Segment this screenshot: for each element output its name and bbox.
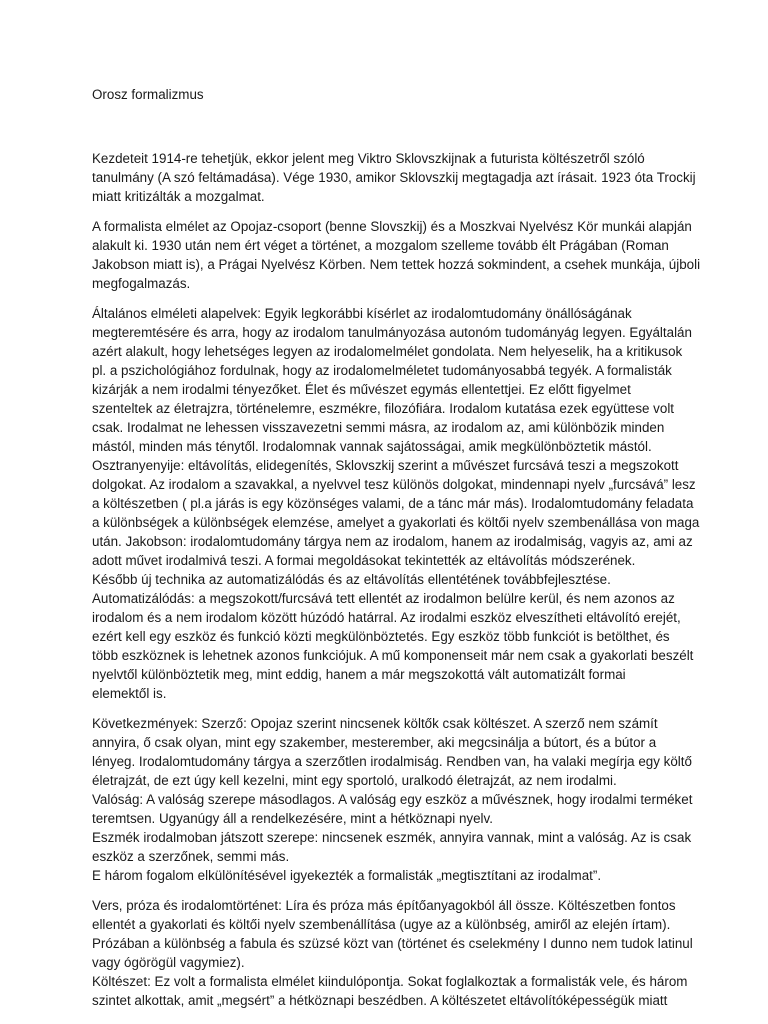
text-line: Vers, próza és irodalomtörténet: Líra és próza más építőanyagokból áll össze. Költészetben fontos xyxy=(92,898,676,913)
text-line: Később új technika az automatizálódás és az eltávolítás ellentétének továbbfejlesztése. xyxy=(92,572,611,587)
text-line: csak. Irodalmat ne lehessen visszavezetni semmi másra, az irodalom az, ami különbözik minden xyxy=(92,420,665,435)
document-page xyxy=(92,84,701,1021)
text-line: Prózában a különbség a fabula és szüzsé közt van (történet és cselekmény I dunno nem tudok latinul xyxy=(92,936,693,951)
text-line: Általános elméleti alapelvek: Egyik legkorábbi kísérlet az irodalomtudomány önállóságának xyxy=(92,306,632,321)
text-line: a különbségek a különbségek elemzése, amelyet a gyakorlati és költői nyelv szembenállása von maga xyxy=(92,515,700,530)
text-line: pl. a pszichológiához fordulnak, hogy az irodalomelméletet tudományosabbá tegyék. A formalisták xyxy=(92,363,672,378)
text-line: E három fogalom elkülönítésével igyekezték a formalisták „megtisztítani az irodalmat”. xyxy=(92,868,602,883)
paragraph xyxy=(92,896,693,1010)
text-line: megfogalmazás. xyxy=(92,276,191,291)
text-line: Automatizálódás: a megszokott/furcsává tett ellentét az irodalmon belülre kerül, és nem azonos az xyxy=(92,591,675,606)
text-line: elemektől is. xyxy=(92,686,167,701)
text-line: ellentét a gyakorlati és költői nyelv szembenállítása (ugye az a különbség, amiről az elején írtam). xyxy=(92,917,671,932)
text-line: A formalista elmélet az Opojaz-csoport (benne Slovszkij) és a Moszkvai Nyelvész Kör munkái alapján xyxy=(92,219,692,234)
text-line: Költészet: Ez volt a formalista elmélet kiindulópontja. Sokat foglalkoztak a formalisták vele, és három xyxy=(92,974,688,989)
paragraph xyxy=(92,304,700,703)
document-body xyxy=(92,149,701,1010)
text-line: megteremtésére és arra, hogy az irodalom tanulmányozása autonóm tudományág legyen. Egyáltalán xyxy=(92,325,692,340)
text-line: mástól, minden más ténytől. Irodalomnak vannak sajátosságai, amik megkülönböztetik mástól. xyxy=(92,439,652,454)
text-line: szintet alkottak, amit „megsért” a hétköznapi beszédben. A költészetet eltávolítóképességük miatt xyxy=(92,993,668,1008)
text-line: miatt kritizálták a mozgalmat. xyxy=(92,189,265,204)
text-line: eszköz a szerzőnek, semmi más. xyxy=(92,849,290,864)
text-line: adott művet irodalmivá teszi. A formai megoldásokat tekintették az eltávolítás módszerének. xyxy=(92,553,636,568)
text-line: Következmények: Szerző: Opojaz szerint nincsenek költők csak költészet. A szerző nem számít xyxy=(92,716,658,731)
text-line: Eszmék irodalmoban játszott szerepe: nincsenek eszmék, annyira vannak, mint a valóság. Az is csak xyxy=(92,830,692,845)
text-line: dolgokat. Az irodalom a szavakkal, a nyelvvel tesz különös dolgokat, mindennapi nyelv „furcsává” lesz xyxy=(92,477,696,492)
paragraph xyxy=(92,217,701,293)
text-line: irodalom és a nem irodalom között húzódó határral. Az irodalmi eszköz elveszítheti eltávolító erejét, xyxy=(92,610,681,625)
text-line: alakult ki. 1930 után nem ért véget a történet, a mozgalom szelleme tovább élt Prágában (Roman xyxy=(92,238,669,253)
text-line: ezért kell egy eszköz és funkció közti megkülönböztetés. Egy eszköz több funkciót is betölthet, és xyxy=(92,629,670,644)
text-line: szenteltek az életrajzra, történelemre, eszmékre, filozófiára. Irodalom kutatása ezek együttese volt xyxy=(92,401,675,416)
text-line: Valóság: A valóság szerepe másodlagos. A valóság egy eszköz a művésznek, hogy irodalmi terméket xyxy=(92,792,693,807)
text-line: több eszköznek is lehetnek azonos funkciójuk. A mű komponenseit már nem csak a gyakorlati beszélt xyxy=(92,648,694,663)
text-line: a költészetben ( pl.a járás is egy közönséges valami, de a tánc már más). Irodalomtudomány feladata xyxy=(92,496,694,511)
text-line: Jakobson miatt is), a Prágai Nyelvész Körben. Nem tettek hozzá sokmindent, a csehek munkája, újboli xyxy=(92,257,701,272)
paragraph xyxy=(92,149,696,206)
text-line: annyira, ő csak olyan, mint egy szakember, mesterember, aki megcsinálja a bútort, és a bútor a xyxy=(92,735,657,750)
text-line: teremtsen. Ugyanúgy áll a rendelkezésére, mint a hétköznapi nyelv. xyxy=(92,811,493,826)
text-line: nyelvtől különböztetik meg, mint eddig, hanem a már megszokottá vált automatizált formai xyxy=(92,667,626,682)
text-line: azért alakult, hogy lehetséges legyen az irodalomelmélet gondolata. Nem helyeselik, ha a kritikusok xyxy=(92,344,683,359)
text-line: vagy ógörögül vagymiez). xyxy=(92,955,245,970)
text-line: Osztranyenyije: eltávolítás, elidegenítés, Sklovszkij szerint a művészet furcsává teszi a megszokott xyxy=(92,458,679,473)
document-title: Orosz formalizmus xyxy=(92,87,204,102)
text-line: életrajzát, de ezt úgy kell kezelni, mint egy sportoló, uralkodó életrajzát, az nem irodalmi. xyxy=(92,773,617,788)
text-line: kizárják a nem irodalmi tényezőket. Élet és művészet egymás ellentettjei. Ez előtt figyelmet xyxy=(92,382,631,397)
text-line: tanulmány (A szó feltámadása). Vége 1930, amikor Sklovszkij megtagadja azt írásait. 1923 óta Trockij xyxy=(92,170,696,185)
text-line: után. Jakobson: irodalomtudomány tárgya nem az irodalom, hanem az irodalmiság, vagyis az, ami az xyxy=(92,534,693,549)
text-line: Kezdeteit 1914-re tehetjük, ekkor jelent meg Viktro Sklovszkijnak a futurista költészetről szóló xyxy=(92,151,645,166)
text-line: lényeg. Irodalomtudomány tárgya a szerzőtlen irodalmiság. Rendben van, ha valaki megírja egy költő xyxy=(92,754,692,769)
paragraph xyxy=(92,714,693,885)
